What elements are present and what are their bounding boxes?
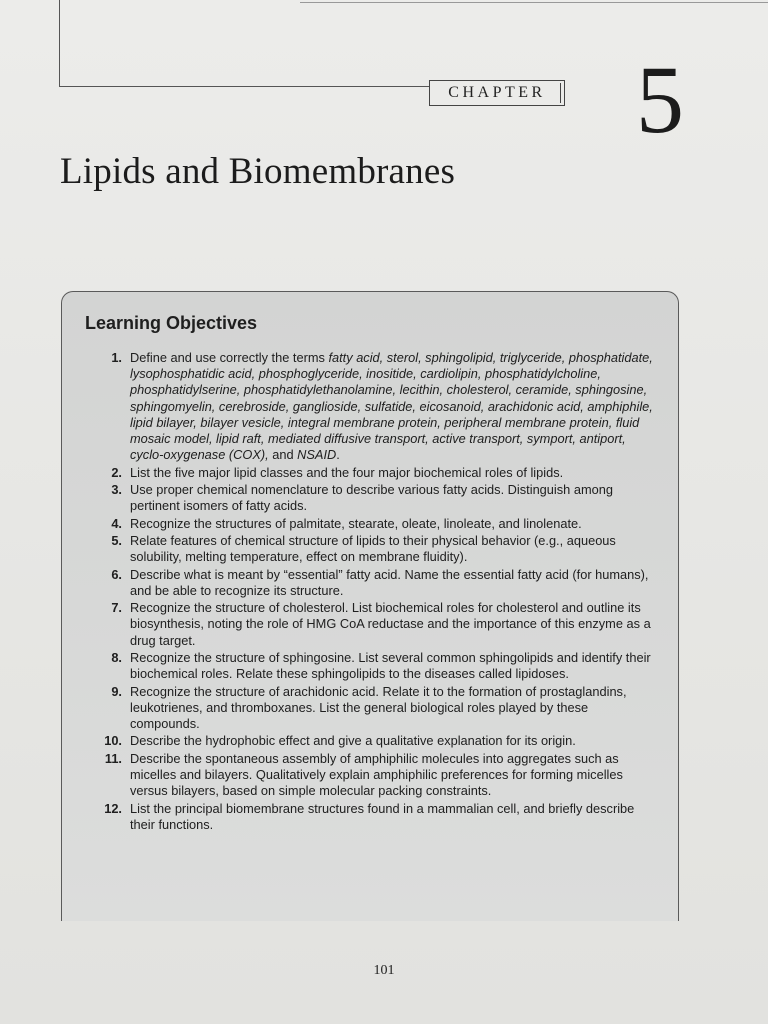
list-item [82,600,654,649]
page-number: 101 [373,963,395,978]
item-text: Use proper chemical nomenclature to describe various fatty acids. Distinguish among pertinent isomers of fatty acids. [130,482,613,514]
header-vertical-rule [59,0,60,86]
item-text: Recognize the structures of palmitate, stearate, oleate, linoleate, and linolenate. [130,515,582,531]
chapter-title: Lipids and Biomembranes [60,151,456,192]
item-text: Recognize the structure of sphingosine. List several common sphingolipids and identify their biochemical roles. Relate these sphingolipids to the diseases called lipidoses. [130,649,651,682]
item-text: Recognize the structure of cholesterol. List biochemical roles for cholesterol and outline its biosynthesis, noting the role of HMG CoA reductase and the importance of this enzyme as a drug target. [130,600,651,648]
list-item [82,516,654,532]
chapter-number: 5 [636,46,684,153]
list-item [82,684,654,733]
item-text: Describe what is meant by “essential” fatty acid. Name the essential fatty acid (for humans), and be able to recognize its structure. [130,566,649,598]
list-item [82,465,654,481]
top-rule [300,2,768,3]
list-item [82,482,654,514]
item-text: Define and use correctly the terms fatty acid, sterol, sphingolipid, triglyceride, phosphatidate, lysophosphatidic acid, phosphoglyceride, inositide, cardiolipin, phosphatidylcholine, phosphatidylserine, phosphatidylethanolamine, lecithin, cholesterol, ceramide, sphingosine, sphingomyelin, cerebroside, ganglioside, sulfatide, eicosanoid, arachidonic acid, amphiphile, lipid bilayer, bilayer vesicle, integral membrane protein, peripheral membrane protein, fluid mosaic model, lipid raft, mediated diffusive transport, active transport, symport, antiport, cyclo-oxygenase (COX), and NSAID. [130,350,653,463]
defined-term: NSAID [297,447,337,463]
item-number: 10. [104,733,122,749]
item-number: 1. [111,350,122,365]
item-number: 6. [111,566,122,582]
item-number: 4. [111,515,122,531]
learning-objectives-heading: Learning Objectives [85,313,258,333]
item-text: Describe the spontaneous assembly of amphiphilic molecules into aggregates such as micelles and bilayers. Qualitatively explain amphiphilic preferences for forming micelles versus bilayers, based on simple molecular packing constraints. [130,750,623,799]
item-number: 11. [104,750,122,766]
item-text: Describe the hydrophobic effect and give a qualitative explanation for its origin. [130,733,576,749]
item-text: List the five major lipid classes and the four major biochemical roles of lipids. [130,464,564,480]
item-number: 5. [111,532,122,548]
item-number: 7. [111,600,122,616]
learning-objectives-box [61,291,679,921]
chapter-label: CHAPTER [429,80,565,106]
list-item [82,801,654,833]
item-number: 3. [111,482,122,497]
item-number: 12. [104,800,122,816]
list-item [82,533,654,565]
list-item [82,733,654,749]
list-item [82,350,654,463]
header-horizontal-rule [59,86,429,87]
item-text: Relate features of chemical structure of lipids to their physical behavior (e.g., aqueous solubility, melting temperature, effect on membrane fluidity). [130,532,616,565]
item-number: 2. [111,464,122,480]
item-number: 8. [111,649,122,665]
list-item [82,650,654,682]
item-number: 9. [111,683,122,699]
list-item [82,751,654,800]
list-item [82,567,654,599]
learning-objectives-list [82,350,654,834]
item-text: Recognize the structure of arachidonic acid. Relate it to the formation of prostaglandins, leukotrienes, and thromboxanes. List the general biological roles played by these compounds. [130,683,627,731]
item-text: List the principal biomembrane structures found in a mammalian cell, and briefly describe their functions. [130,800,635,832]
defined-terms: fatty acid, sterol, sphingolipid, triglyceride, phosphatidate, lysophosphatidic acid, phosphoglyceride, inositide, cardiolipin, phosphatidylcholine, phosphatidylserine, phosphatidylethanolamine, lecithin, cholesterol, ceramide, sphingosine, sphingomyelin, cerebroside, ganglioside, sulfatide, eicosanoid, arachidonic acid, amphiphile, lipid bilayer, bilayer vesicle, integral membrane protein, peripheral membrane protein, fluid mosaic model, lipid raft, mediated diffusive transport, active transport, symport, antiport, cyclo-oxygenase (COX), [130,350,653,463]
